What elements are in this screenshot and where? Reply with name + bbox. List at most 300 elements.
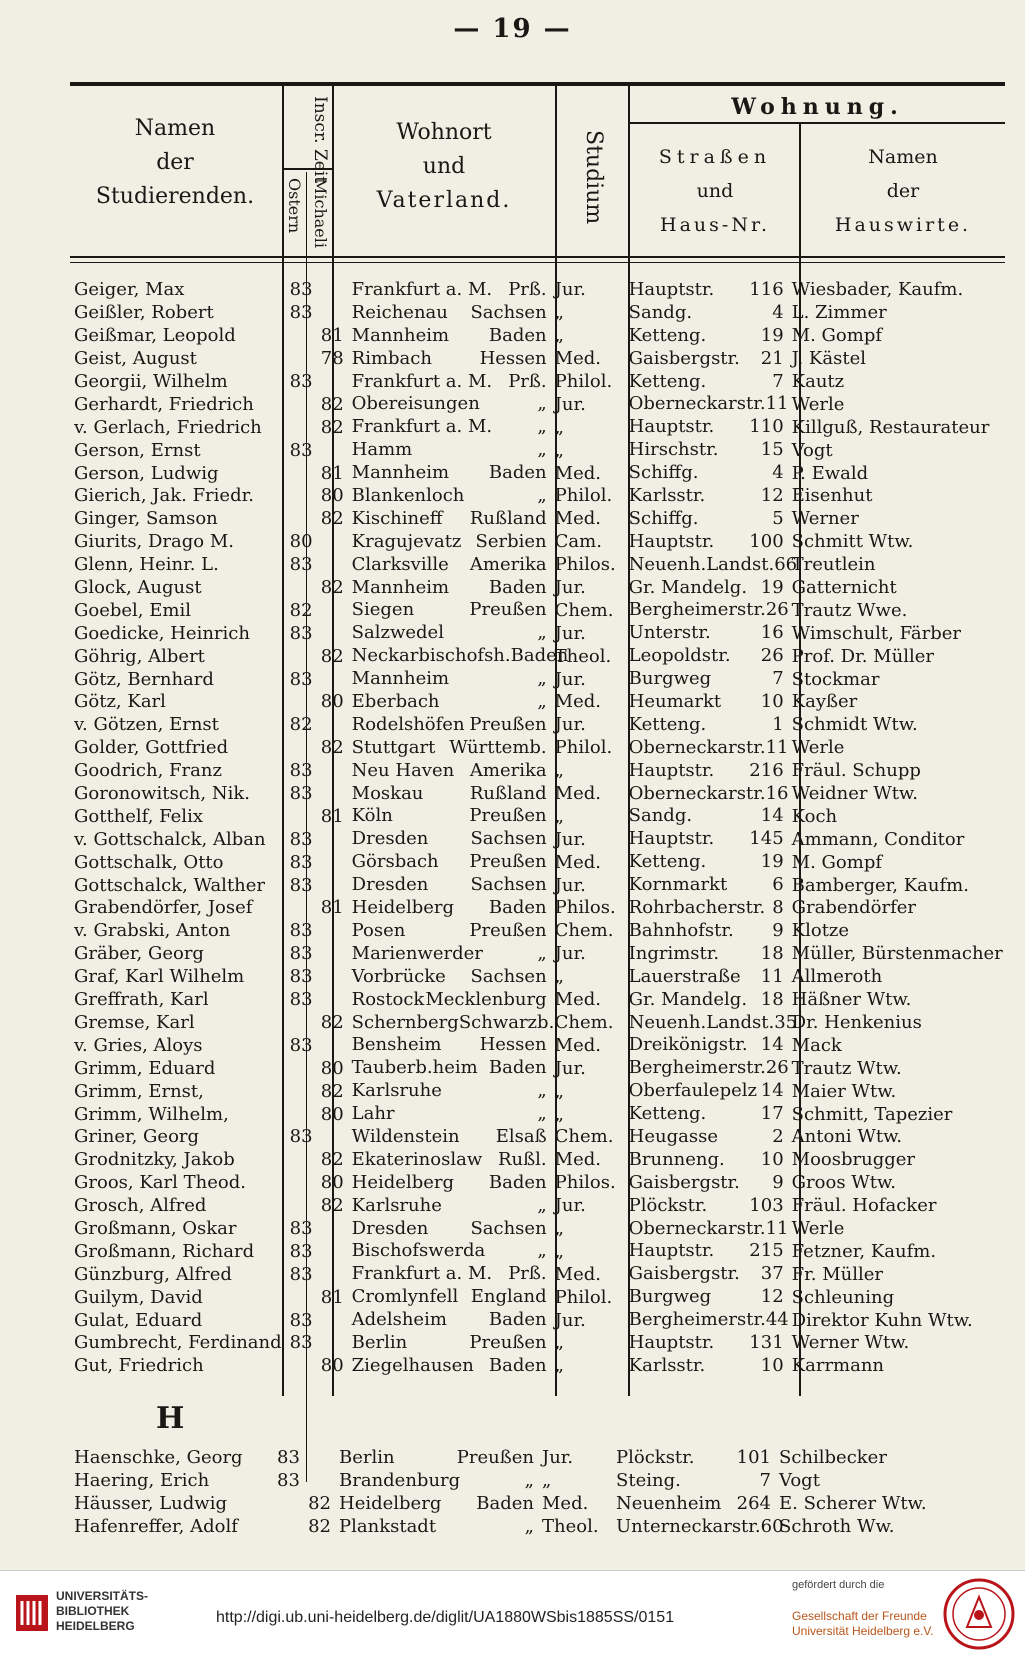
street-name: Steing. [616,1469,681,1491]
header-bottom-rule-2 [70,262,1005,263]
address [625,714,788,737]
study-field: Med. [554,1263,601,1285]
landlord-name: Kayßer [791,691,858,713]
address [625,874,788,897]
student-name: Götz, Karl [74,691,166,713]
footer [0,1570,1025,1656]
house-number: 6 [772,874,784,896]
residence [348,691,551,714]
student-name: Goodrich, Franz [74,760,222,782]
easter-year [286,1195,317,1218]
landlord-name: Allmeroth [791,966,883,988]
michaelmas-year: 82 [320,1011,344,1033]
michaelmas-year: 82 [320,416,344,438]
student-name: Göhrig, Albert [74,645,205,667]
residence-country: Prß. [508,370,547,392]
table-row [70,1103,1007,1126]
table-row [70,691,1007,714]
study-field: Med. [554,691,601,713]
easter-year: 80 [289,531,313,553]
table-row [70,828,1007,851]
student-name: Haenschke, Georg [74,1447,243,1469]
study-field: Jur. [554,1195,586,1217]
study-field: Jur. [542,1447,574,1469]
residence-town: Heidelberg [339,1492,442,1514]
residence [348,1355,551,1378]
easter-year: 83 [289,279,313,301]
street-name: Oberneckarstr. [628,1217,766,1239]
michaelmas-year [317,1332,348,1355]
easter-year: 83 [289,622,313,644]
landlord-name: Fetzner, Kaufm. [791,1240,937,1262]
student-name: Grosch, Alfred [74,1195,207,1217]
michaelmas-year [317,714,348,737]
residence-country: „ [537,485,547,507]
residence-town: Berlin [351,1331,408,1353]
address [625,393,788,416]
residence-country: Baden [488,1309,547,1331]
residence [348,462,551,485]
street-name: Karlsstr. [628,485,706,507]
study-field: Med. [554,783,601,805]
easter-year: 83 [289,1217,313,1239]
table-row [70,348,1007,371]
residence [348,554,551,577]
residence [348,714,551,737]
easter-year [286,393,317,416]
michaelmas-year: 82 [320,508,344,530]
student-name: Haering, Erich [74,1470,210,1492]
address [612,1470,775,1493]
residence-town: Berlin [339,1447,395,1468]
michaelmas-year: 80 [320,1355,344,1377]
street-name: Heumarkt [628,691,722,713]
residence [348,577,551,600]
easter-year [286,737,317,760]
landlord-name: Trautz Wwe. [791,599,908,621]
michaelmas-year: 82 [320,393,344,415]
study-field: Philol. [554,371,613,392]
michaelmas-year: 82 [320,1149,344,1171]
landlord-name: Schilbecker [779,1447,887,1469]
address [625,966,788,989]
easter-year: 83 [289,439,313,461]
michaelmas-year [317,874,348,897]
study-field: „ [554,416,564,438]
residence-town: Ekaterinoslaw [351,1148,483,1170]
easter-year: 83 [289,783,313,805]
landlord-name: Grabendörfer [791,897,917,919]
residence-town: Brandenburg [339,1469,461,1491]
table-row [70,371,1007,394]
table-row [70,325,1007,348]
easter-year: 83 [289,760,313,782]
house-number: 19 [760,576,784,598]
michaelmas-year [317,279,348,302]
landlord-name: Häßner Wtw. [791,989,912,1011]
street-name: Ketteng. [628,370,707,392]
house-number: 1 [772,713,784,735]
address [625,1195,788,1218]
house-number: 37 [760,1263,784,1285]
student-name: Ginger, Samson [74,508,218,530]
michaelmas-year [317,439,348,462]
study-field: „ [554,1332,564,1354]
house-number: 11 [765,393,789,415]
michaelmas-year: 82 [320,1195,344,1217]
street-name: Hauptstr. [628,279,715,300]
table-row [70,851,1007,874]
house-number: 10 [760,1148,784,1170]
student-name: Gremse, Karl [74,1011,195,1033]
residence [348,805,551,828]
residence [348,1126,551,1149]
residence-town: Cromlynfell [351,1286,459,1308]
student-name: v. Gerlach, Friedrich [74,416,262,438]
student-name: Gräber, Georg [74,943,204,965]
residence [348,874,551,897]
michaelmas-year [317,1309,348,1332]
student-name: Grimm, Ernst, [74,1080,204,1102]
residence-country: Sachsen [470,1217,547,1239]
residence-town: Dresden [351,828,429,850]
table-row [70,1447,983,1470]
study-field: Med. [554,851,601,873]
easter-year [286,1103,317,1126]
study-field: „ [554,805,564,827]
michaelmas-year: 80 [320,691,344,713]
landlord-name: Direktor Kuhn Wtw. [791,1309,973,1331]
residence [348,1309,551,1332]
house-number: 26 [765,1057,789,1079]
residence-country: Schwarzb. [458,1011,555,1033]
student-name: Großmann, Richard [74,1240,255,1262]
easter-year [286,462,317,485]
study-field: „ [554,1217,564,1239]
study-field: Jur. [554,622,586,644]
residence-town: Stuttgart [351,736,436,758]
study-field: Chem. [554,920,614,942]
study-field: Philos. [554,554,616,576]
michaelmas-year [317,851,348,874]
landlord-name: Schmidt Wtw. [791,714,918,736]
residence [348,1103,551,1126]
residence [348,668,551,691]
residence-town: Bischofswerda [351,1240,486,1262]
address [625,1309,788,1332]
student-name: Geist, August [74,348,197,370]
landlord-name: Schroth Ww. [779,1516,895,1538]
residence-country: „ [537,439,547,461]
residence-country: Sachsen [470,828,547,850]
study-field: Med. [554,989,601,1011]
student-name: v. Grabski, Anton [74,920,231,942]
residence-country: Baden [488,1171,547,1193]
library-logo-icon [14,1591,50,1635]
street-name: Dreikönigstr. [628,1034,748,1056]
study-field: Jur. [554,393,586,415]
easter-year [286,1286,317,1309]
residence [348,348,551,371]
study-field: Jur. [554,668,586,690]
table-row [70,668,1007,691]
michaelmas-year: 82 [308,1493,331,1515]
landlord-name: Vogt [791,439,833,461]
student-name: Geißler, Robert [74,302,214,324]
easter-year: 83 [289,851,313,873]
student-name: Groos, Karl Theod. [74,1172,246,1194]
study-field: Jur. [554,943,586,965]
table-row [70,1516,983,1539]
residence-town: Karlsruhe [351,1194,442,1216]
easter-year [286,416,317,439]
study-field: „ [554,439,564,461]
residence-country: „ [537,1194,547,1216]
address [625,485,788,508]
landlord-name: Klotze [791,920,850,942]
residence-town: Frankfurt a. M. [351,370,493,392]
landlord-name: Mack [791,1034,842,1056]
address [625,943,788,966]
michaelmas-year [317,783,348,806]
residence-town: Frankfurt a. M. [351,416,493,438]
table-row [70,897,1007,920]
student-name: Gulat, Eduard [74,1309,203,1331]
residence-country: Baden [488,462,547,484]
address [625,920,788,943]
residence-country: Preußen [456,1447,534,1468]
address [625,1218,788,1241]
house-number: 15 [760,439,784,461]
study-field: Chem. [554,1126,614,1148]
house-number: 26 [765,599,789,621]
landlord-name: M. Gompf [791,325,882,347]
landlord-name: Dr. Henkenius [791,1011,922,1033]
michaelmas-year: 82 [320,1080,344,1102]
residence-country: Prß. [508,279,547,300]
easter-year [286,1057,317,1080]
street-name: Unterstr. [628,622,711,644]
study-field: Philos. [554,897,616,919]
study-field: Chem. [554,1011,614,1033]
house-number: 9 [772,919,784,941]
table-row [70,1355,1007,1378]
street-name: Neuenh.Landst. [628,553,775,575]
residence [348,599,551,622]
source-url[interactable]: http://digi.ub.uni-heidelberg.de/diglit/UA1880WSbis1885SS/0151 [216,1609,675,1626]
residence-country: „ [537,942,547,964]
house-number: 18 [760,988,784,1010]
street-name: Gr. Mandelg. [628,576,748,598]
michaelmas-year: 81 [320,462,344,484]
student-name: Glenn, Heinr. L. [74,554,219,576]
library-name: UNIVERSITÄTS- BIBLIOTHEK HEIDELBERG [56,1589,149,1633]
header-street: Straßen und Haus-Nr. [658,146,772,236]
table-row [70,874,1007,897]
address [612,1447,775,1470]
residence [348,1149,551,1172]
table-row [70,1286,1007,1309]
header-names: Namen der Studierenden. [95,116,255,209]
residence-country: Preußen [469,805,547,827]
michaelmas-year [317,943,348,966]
address [625,1126,788,1149]
table-row [70,966,1007,989]
house-number: 2 [772,1125,784,1147]
address [625,553,798,577]
residence-country: Serbien [475,530,547,552]
easter-year: 82 [289,599,313,621]
student-name: Gerson, Ludwig [74,462,219,484]
easter-year: 83 [289,668,313,690]
landlord-name: Schleuning [791,1286,895,1308]
easter-year [286,1080,317,1103]
michaelmas-year [317,920,348,943]
table-row [70,279,1007,302]
study-field: „ [554,760,564,782]
residence [348,508,551,531]
residence-town: Rodelshöfen [351,713,465,735]
student-name: Gottschalk, Otto [74,851,224,873]
residence [348,966,551,989]
header-hosts: Namen der Hauswirte. [834,146,972,236]
residence-town: Blankenloch [351,485,465,507]
student-name: Gotthelf, Felix [74,805,203,827]
address [625,577,788,600]
residence [348,1332,551,1355]
table-row [70,1332,1007,1355]
michaelmas-year [317,1263,348,1286]
student-register-table-h [70,1447,983,1539]
residence [348,1080,551,1103]
residence [348,416,551,439]
student-name: Gottschalck, Walther [74,874,266,896]
table-row [70,1470,983,1493]
easter-year: 83 [289,1263,313,1285]
table-row [70,1080,1007,1103]
residence-country: Preußen [469,1331,547,1353]
landlord-name: Werner Wtw. [791,1332,910,1354]
residence-country: Sachsen [470,965,547,987]
michaelmas-year [317,1240,348,1263]
easter-year [286,577,317,600]
address [625,371,788,394]
address [625,1034,788,1057]
address [625,805,788,828]
easter-year [286,1012,317,1035]
residence-town: Karlsruhe [351,1080,442,1102]
easter-year: 83 [289,828,313,850]
residence-town: Dresden [351,1217,429,1239]
student-name: Geiger, Max [74,279,185,301]
table-row [70,393,1007,416]
house-number: 10 [760,691,784,713]
landlord-name: Treutlein [791,554,876,576]
residence-country: Rußl. [498,1148,547,1170]
easter-year: 83 [289,989,313,1011]
study-field: Jur. [554,279,586,301]
residence [335,1493,538,1516]
student-name: v. Gottschalck, Alban [74,828,266,850]
study-field: Philos. [554,1172,616,1194]
landlord-name: P. Ewald [791,462,869,484]
page-number: — 19 — [453,14,572,44]
michaelmas-year: 81 [320,1286,344,1308]
residence-town: Kragujevatz [351,530,462,552]
landlord-name: Müller, Bürstenmacher [791,943,1003,965]
address [625,691,788,714]
residence-country: Baden [488,1057,547,1079]
street-name: Oberneckarstr. [628,736,766,758]
easter-year: 83 [289,966,313,988]
address [625,1240,788,1263]
address [625,1355,788,1378]
residence [348,828,551,851]
michaelmas-year [317,1034,348,1057]
easter-year: 83 [289,1309,313,1331]
landlord-name: Antoni Wtw. [791,1126,903,1148]
residence-town: Salzwedel [351,622,444,644]
house-number: 216 [749,759,784,781]
residence [348,1218,551,1241]
house-number: 26 [760,645,784,667]
residence-country: „ [537,393,547,415]
residence-town: Mannheim [351,576,450,598]
landlord-name: Schmitt, Tapezier [791,1103,953,1125]
landlord-name: E. Scherer Wtw. [779,1493,927,1515]
landlord-name: Groos Wtw. [791,1172,896,1194]
michaelmas-year [317,828,348,851]
residence-town: Mannheim [351,324,450,346]
residence-town: Adelsheim [351,1309,447,1331]
street-name: Schiffg. [628,507,699,529]
residence-country: Württemb. [449,736,547,758]
street-name: Schiffg. [628,462,699,484]
house-number: 14 [760,1080,784,1102]
street-name: Oberfaulepelz [628,1080,758,1102]
house-number: 145 [749,828,784,850]
easter-year: 83 [289,943,313,965]
landlord-name: Bamberger, Kaufm. [791,874,969,896]
study-field: Jur. [554,874,586,896]
house-number: 7 [772,668,784,690]
landlord-name: Maier Wtw. [791,1080,897,1102]
student-name: Golder, Gottfried [74,737,229,759]
residence-country: „ [537,1103,547,1125]
landlord-name: L. Zimmer [791,302,887,324]
table-row [70,1493,983,1516]
residence-country: „ [524,1515,534,1537]
street-name: Burgweg [628,1286,712,1308]
header-wohnung: Wohnung. [731,94,904,120]
section-letter: H [156,1401,185,1436]
house-number: 9 [772,1171,784,1193]
residence [348,943,551,966]
easter-year [286,1172,317,1195]
table-row [70,416,1007,439]
student-name: Hafenreffer, Adolf [74,1516,238,1538]
street-name: Ingrimstr. [628,942,720,964]
student-name: v. Götzen, Ernst [74,714,219,736]
landlord-name: Vogt [779,1470,820,1492]
house-number: 19 [760,324,784,346]
residence-country: Amerika [469,553,547,575]
residence [348,737,551,760]
residence-town: Clarksville [351,553,449,575]
residence-country: Hessen [479,347,547,369]
table-row [70,302,1007,325]
easter-year [286,1149,317,1172]
